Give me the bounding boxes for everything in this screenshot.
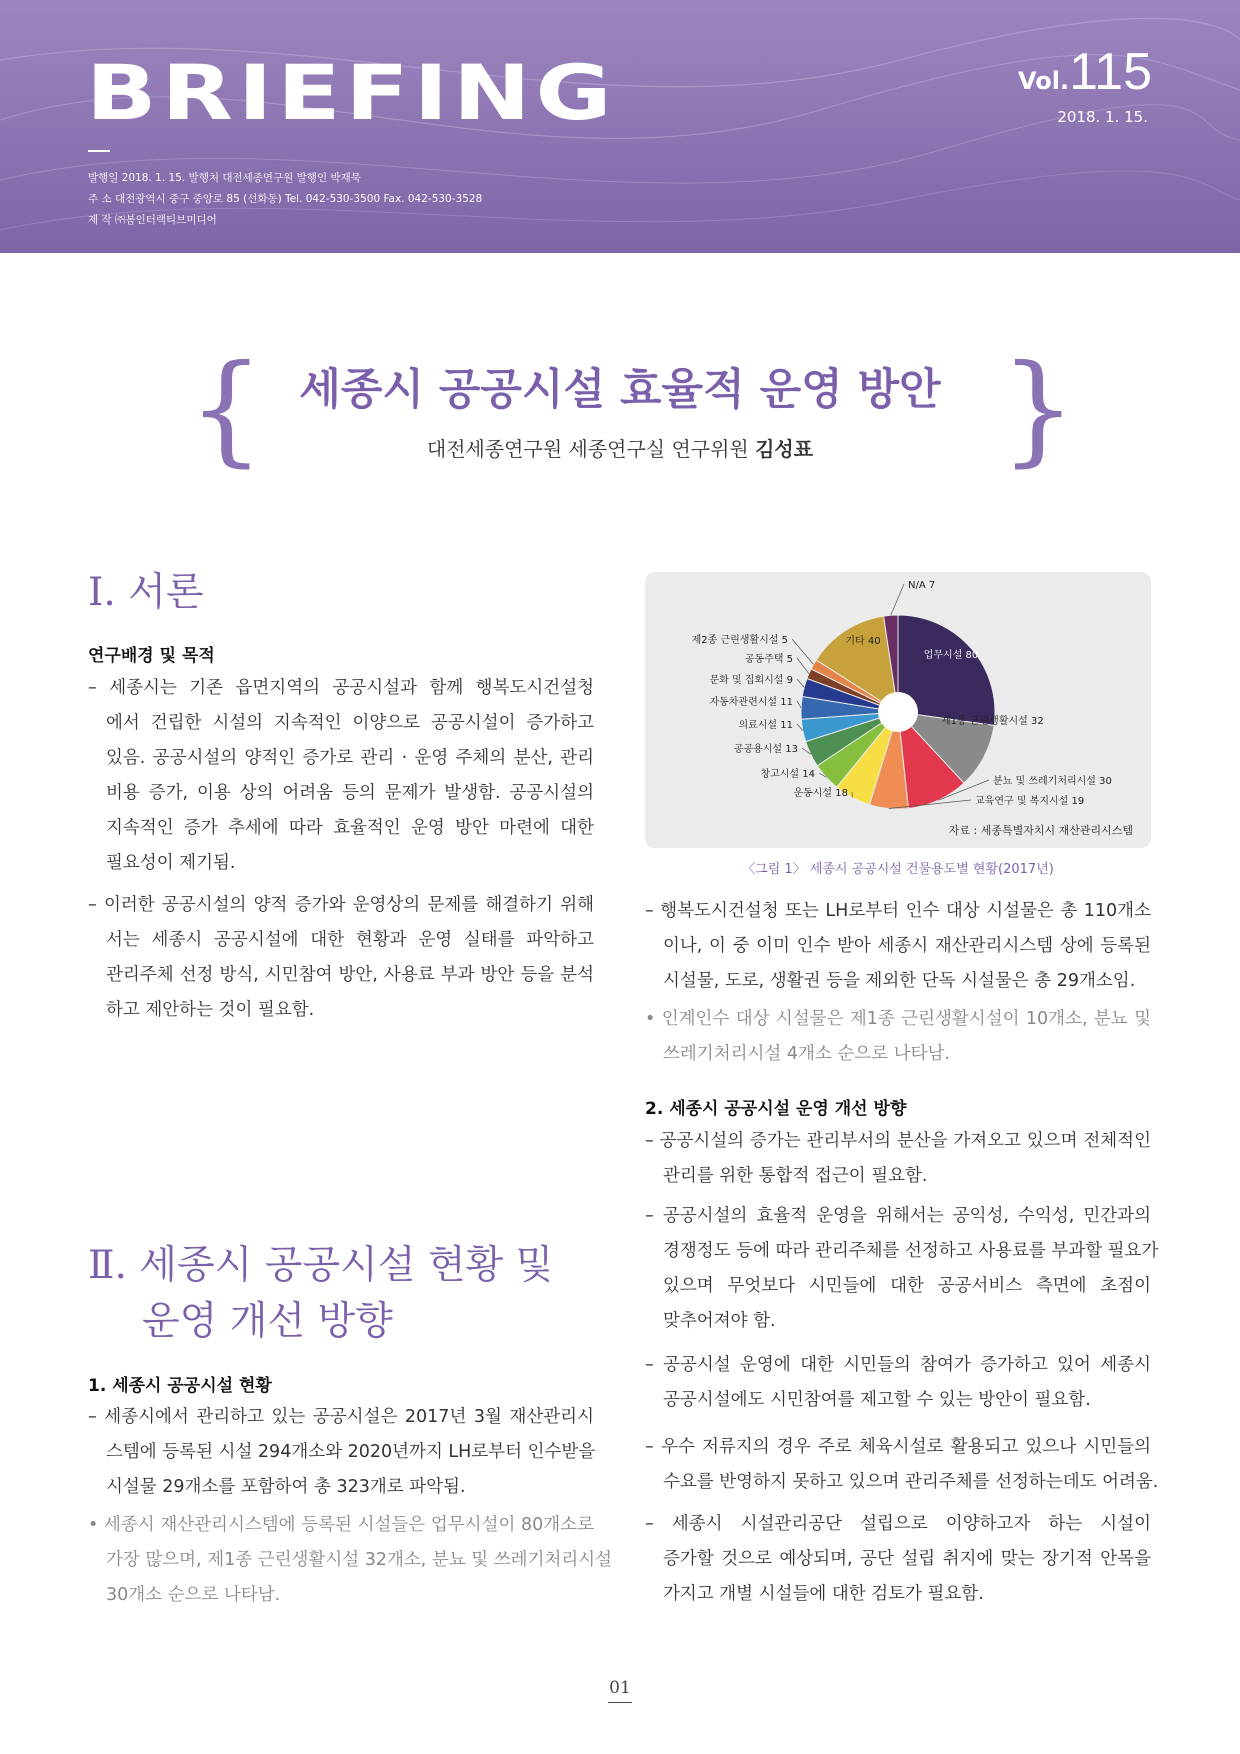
text-line: 스템에 등록된 시설 294개소와 2020년까지 LH로부터 인수받을	[106, 1442, 596, 1462]
text-line: 가장 많으며, 제1종 근린생활시설 32개소, 분뇨 및 쓰레기처리시설	[106, 1550, 613, 1570]
text-line: – 세종시 시설관리공단 설립으로 이양하고자 하는 시설이	[645, 1514, 1151, 1534]
text-line: 이나, 이 중 이미 인수 받아 세종시 재산관리시스템 상에 등록된	[663, 936, 1151, 956]
slice-label: 문화 및 집회시설 9	[709, 675, 793, 686]
text-line: – 공공시설의 효율적 운영을 위해서는 공익성, 수익성, 민간과의	[645, 1206, 1151, 1226]
brand-logo: BRIEFING	[86, 48, 617, 137]
text-line: 경쟁정도 등에 따라 관리주체를 선정하고 사용료를 부과할 필요가	[663, 1241, 1159, 1261]
text-line: 가지고 개별 시설들에 대한 검토가 필요함.	[663, 1584, 984, 1604]
text-line: 지속적인 증가 추세에 따라 효율적인 운영 방안 마련에 대한	[106, 818, 594, 838]
slice-label: 창고시설 14	[760, 769, 815, 780]
status-bullet-2	[645, 1002, 1151, 1072]
publish-info: 발행일 2018. 1. 15. 발행처 대전세종연구원 발행인 박재묵	[88, 172, 361, 184]
slice-label: 제1종 근린생활시설 32	[941, 716, 1044, 727]
text-line: – 세종시는 기존 읍면지역의 공공시설과 함께 행복도시건설청	[88, 678, 594, 698]
improvement-item-2	[645, 1199, 1159, 1339]
production-info: 제 작 ㈜봄인터랙티브미디어	[88, 214, 217, 226]
text-line: 공공시설에도 시민참여를 제고할 수 있는 방안이 필요함.	[663, 1390, 1091, 1410]
text-line: 맞추어져야 함.	[663, 1311, 776, 1331]
volume-label: Vol.	[1018, 67, 1070, 95]
text-line: 쓰레기처리시설 4개소 순으로 나타남.	[663, 1044, 950, 1064]
slice-label: 공동주택 5	[744, 654, 793, 665]
status-paragraph-1	[88, 1400, 594, 1505]
subheading-improvement: 2. 세종시 공공시설 운영 개선 방향	[645, 1099, 907, 1119]
leader-line	[891, 584, 904, 615]
leader-line	[797, 658, 809, 674]
page-number-underline	[608, 1702, 632, 1703]
author-name: 김성표	[755, 437, 814, 461]
volume	[1018, 42, 1152, 102]
status-bullet-1	[88, 1508, 613, 1613]
figure-caption: 〈그림 1〉 세종시 공공시설 건물용도별 현황(2017년)	[742, 862, 1054, 877]
text-line: 시설물, 도로, 생활권 등을 제외한 단독 시설물은 총 29개소임.	[663, 971, 1136, 991]
text-line: – 이러한 공공시설의 양적 증가와 운영상의 문제를 해결하기 위해	[88, 895, 594, 915]
address-info: 주 소 대전광역시 중구 중앙로 85 (선화동) Tel. 042-530-3500 Fax. 042-530-3528	[88, 193, 483, 205]
text-line: 시설물 29개소를 포함하여 총 323개로 파악됨.	[106, 1477, 466, 1497]
text-line: – 공공시설의 증가는 관리부서의 분산을 가져오고 있으며 전체적인	[645, 1131, 1151, 1151]
page-number: 01	[609, 1678, 631, 1698]
byline	[0, 433, 1240, 462]
text-line: 필요성이 제기됨.	[106, 853, 236, 873]
text-line: 서는 세종시 공공시설에 대한 현황과 운영 실태를 파악하고	[106, 930, 594, 950]
text-line: 관리주체 선정 방식, 시민참여 방안, 사용료 부과 방안 등을 분석	[106, 965, 594, 985]
leader-line	[792, 639, 813, 664]
section-heading-intro: Ⅰ. 서론	[88, 570, 204, 615]
masthead	[0, 0, 1240, 253]
right-brace: }	[1000, 340, 1077, 479]
text-line: 관리를 위한 통합적 접근이 필요함.	[663, 1166, 928, 1186]
text-line: – 공공시설 운영에 대한 시민들의 참여가 증가하고 있어 세종시	[645, 1355, 1151, 1375]
text-line: 비용 증가, 이용 상의 어려움 등의 문제가 발생함. 공공시설의	[106, 783, 594, 803]
slice-label: 기타 40	[845, 636, 881, 647]
text-line: 에서 건립한 시설의 지속적인 이양으로 공공시설이 증가하고	[106, 713, 594, 733]
text-line: 있으며 무엇보다 시민들에 대한 공공서비스 측면에 초점이	[663, 1276, 1151, 1296]
slice-label: 의료시설 11	[738, 720, 793, 731]
text-line: – 세종시에서 관리하고 있는 공공시설은 2017년 3월 재산관리시	[88, 1407, 594, 1427]
text-line: 있음. 공공시설의 양적인 증가로 관리 · 운영 주체의 분산, 관리	[106, 748, 594, 768]
section-heading-status-1: Ⅱ. 세종시 공공시설 현황 및	[88, 1243, 554, 1288]
improvement-item-3	[645, 1348, 1151, 1418]
subheading-current-status: 1. 세종시 공공시설 현황	[88, 1376, 272, 1396]
text-line: 수요를 반영하지 못하고 있으며 관리주체를 선정하는데도 어려움.	[663, 1472, 1159, 1492]
text-line: – 행복도시건설청 또는 LH로부터 인수 대상 시설물은 총 110개소	[645, 901, 1151, 921]
text-line: • 세종시 재산관리시스템에 등록된 시설들은 업무시설이 80개소로	[88, 1515, 594, 1535]
slice-label: 자동차관련시설 11	[709, 697, 793, 708]
slice-label: 업무시설 80	[923, 650, 979, 661]
leader-line	[797, 679, 804, 687]
improvement-item-4	[645, 1430, 1159, 1500]
slice-label: N/A 7	[908, 580, 936, 591]
intro-paragraph-2	[88, 888, 594, 1028]
leader-line	[797, 701, 801, 708]
status-paragraph-2	[645, 894, 1151, 999]
donut-hole	[878, 692, 918, 732]
slice-label: 공공용시설 13	[733, 744, 798, 755]
section-heading-status-2: 운영 개선 방향	[142, 1299, 393, 1344]
slice-label: 제2종 근린생활시설 5	[691, 635, 788, 646]
text-line: 30개소 순으로 나타남.	[106, 1585, 281, 1605]
text-line: • 인계인수 대상 시설물은 제1종 근린생활시설이 10개소, 분뇨 및	[645, 1009, 1151, 1029]
subheading-background: 연구배경 및 목적	[88, 646, 215, 666]
intro-paragraph-1	[88, 671, 594, 881]
header-divider	[88, 150, 110, 152]
chart-source: 자료 : 세종특별자치시 재산관리시스템	[948, 824, 1133, 837]
improvement-item-5	[645, 1507, 1151, 1612]
pie-chart	[645, 572, 1151, 848]
author-affiliation: 대전세종연구원 세종연구실 연구위원	[426, 437, 749, 461]
text-line: – 우수 저류지의 경우 주로 체육시설로 활용되고 있으나 시민들의	[645, 1437, 1151, 1457]
improvement-item-1	[645, 1124, 1151, 1194]
left-brace: {	[188, 340, 265, 479]
slice-label: 운동시설 18	[793, 788, 848, 799]
slice-label: 분뇨 및 쓰레기처리시설 30	[993, 776, 1112, 787]
text-line: 하고 제안하는 것이 필요함.	[106, 1000, 315, 1020]
issue-date: 2018. 1. 15.	[1057, 108, 1148, 126]
text-line: 증가할 것으로 예상되며, 공단 설립 취지에 맞는 장기적 안목을	[663, 1549, 1151, 1569]
page-title: 세종시 공공시설 효율적 운영 방안	[299, 365, 941, 415]
pie-chart-panel	[645, 572, 1151, 848]
slice-label: 교육연구 및 복지시설 19	[975, 796, 1085, 807]
volume-number: 115	[1069, 43, 1152, 101]
